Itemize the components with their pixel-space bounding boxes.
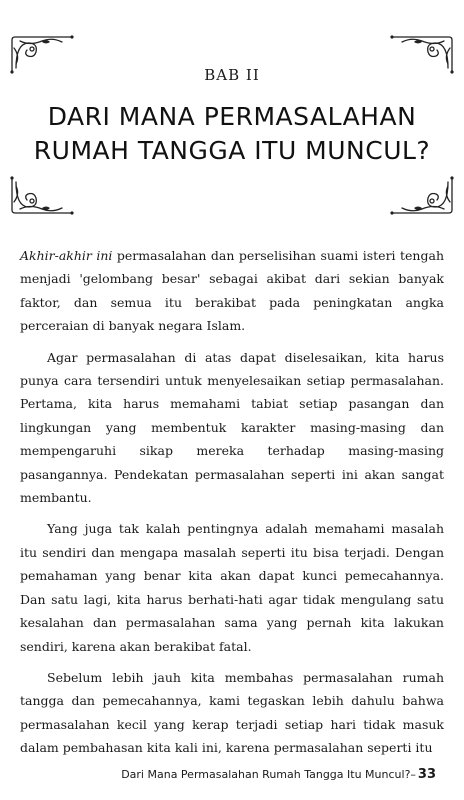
- flourish-ornament-bottom-left: [8, 176, 76, 216]
- paragraph-3: Yang juga tak kalah pentingnya adalah memahami masalah itu sendiri dan mengapa masalah seperti itu bisa terjadi. Dengan pemahaman yang benar kita akan dapat kunci pemecahannya. Dan satu lagi, kita harus berhati-hati agar tidak mengulang satu kesalahan dan permasalahan sama yang pernah kita lakukan sendiri, karena akan berakibat fatal.: [20, 521, 444, 654]
- paragraph-text: permasalahan dan perselisihan suami isteri tengah menjadi 'gelombang besar' sebagai akibat dari sekian banyak faktor, dan semua itu berakibat pada peningkatan angka perceraian di banyak negara Islam.: [20, 248, 444, 334]
- running-title: Dari Mana Permasalahan Rumah Tangga Itu Muncul?–: [121, 768, 416, 781]
- flourish-ornament-bottom-right: [388, 176, 456, 216]
- paragraph-lead: Akhir-akhir ini: [20, 248, 113, 263]
- page-footer: [121, 767, 436, 782]
- paragraph-2: Agar permasalahan di atas dapat diselesaikan, kita harus punya cara tersendiri untuk menyelesaikan setiap permasalahan. Pertama, kita harus memahami tabiat setiap pasangan dan lingkungan yang membentuk karakter masing-masing dan mempengaruhi sikap mereka terhadap masing-masing pasangannya. Pendekatan permasalahan seperti ini akan sangat membantu.: [20, 349, 444, 506]
- page-number: 33: [417, 767, 436, 782]
- chapter-label: BAB II: [204, 66, 260, 84]
- chapter-title: [0, 100, 464, 168]
- paragraph-4: Sebelum lebih jauh kita membahas permasalahan rumah tangga dan pemecahannya, kami tegaskan lebih dahulu bahwa permasalahan kecil yang kerap terjadi setiap hari tidak masuk dalam pembahasan kita kali ini, karena permasalahan seperti itu: [20, 669, 444, 756]
- chapter-title-line-2: RUMAH TANGGA ITU MUNCUL?: [33, 136, 431, 165]
- paragraph-1: [20, 244, 444, 338]
- chapter-title-line-1: DARI MANA PERMASALAHAN: [47, 102, 417, 131]
- body-text: [20, 244, 444, 768]
